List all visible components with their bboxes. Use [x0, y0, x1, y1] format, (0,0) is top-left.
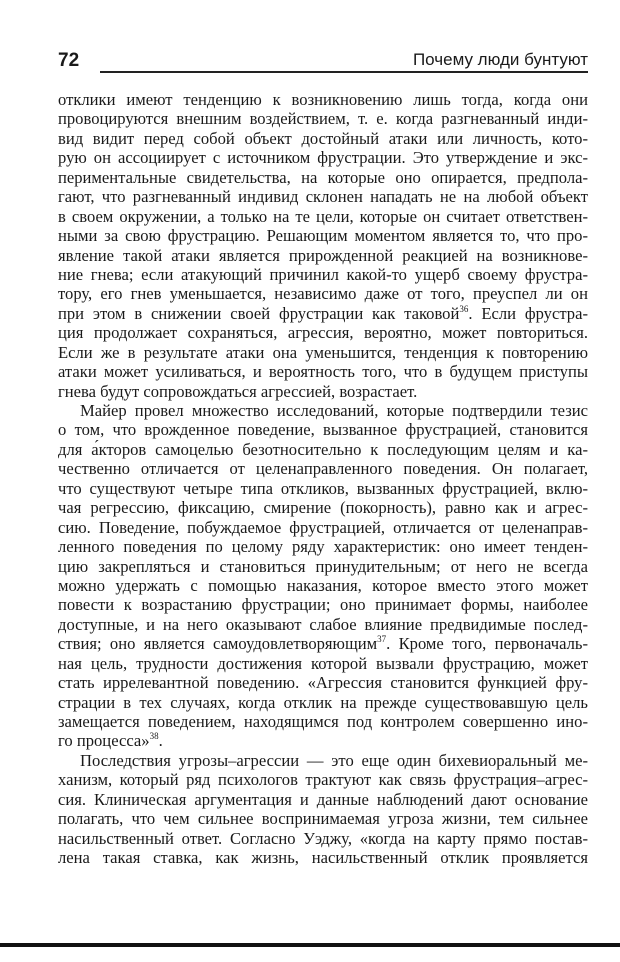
text-line — [58, 712, 588, 731]
text-line — [58, 770, 588, 789]
line-text: повести к возрастанию фрустрации; оно принимает формы, наиболее — [58, 595, 588, 615]
line-text: гают, что разгневанный индивид склонен нападать не на любой объект — [58, 187, 588, 207]
line-text: Майер провел множество исследований, которые подтвердили тезис — [80, 401, 588, 420]
text-line — [58, 829, 588, 848]
text-line — [58, 168, 588, 187]
header-rule — [100, 71, 588, 73]
line-text: в своем окружении, а только на те цели, которые он считает ответствен- — [58, 206, 588, 226]
text-line — [58, 615, 588, 634]
line-text: полагать, что чем сильнее воспринимаемая угроза жизни, тем сильнее — [58, 809, 588, 829]
line-text: явление такой атаки является прирожденной реакцией на возникнове- — [58, 245, 588, 265]
line-text: чественно отличается от целенаправленного поведения. Он полагает, — [58, 459, 588, 479]
text-line — [58, 498, 588, 517]
line-text: страции в тех случаях, когда отклик на прежде существовавшую цель — [58, 692, 588, 712]
line-text: цию закрепляться и становиться принудительным; от него не всегда — [58, 556, 588, 576]
text-line — [58, 343, 588, 362]
line-text: можно удержать с помощью наказания, которое вместо этого может — [58, 575, 588, 595]
text-line — [58, 848, 588, 867]
line-text: ленного поведения по целому ряду характеристик: оно имеет тенден- — [58, 537, 588, 557]
text-line — [58, 576, 588, 595]
line-text: чая регрессию, фиксацию, смирение (покорность), равно как и агрес- — [58, 498, 588, 518]
line-text: ными за свою фрустрацию. Решающим моментом является то, что про- — [58, 226, 588, 246]
line-text: лена такая ставка, как жизнь, насильственный отклик проявляется — [58, 848, 588, 868]
running-title: Почему люди бунтуют — [412, 50, 588, 69]
line-text: ная цель, трудности достижения которой вызвали фрустрацию, может — [58, 653, 588, 673]
footnote-ref: 37 — [377, 634, 387, 645]
line-text: отклики имеют тенденцию к возникновению лишь тогда, когда они — [58, 90, 588, 109]
text-line — [58, 420, 588, 439]
text-line — [58, 595, 588, 614]
text-line — [58, 265, 588, 284]
text-line — [58, 207, 588, 226]
text-line — [58, 304, 588, 323]
line-text: провоцируются внешним воздействием, т. е. когда разгневанный инди- — [58, 109, 588, 129]
text-line — [58, 246, 588, 265]
text-line — [58, 537, 588, 556]
line-text: Если же в результате атаки она уменьшится, тенденция к повторению — [58, 342, 588, 362]
text-line — [58, 401, 588, 420]
text-line — [58, 382, 588, 401]
line-text: стать иррелевантной поведению. «Агрессия становится функцией фру- — [58, 673, 588, 693]
line-text: Последствия угрозы–агрессии — это еще один бихевиоральный ме- — [80, 750, 588, 770]
line-text: . — [158, 731, 163, 751]
text-line — [58, 109, 588, 128]
text-line — [58, 518, 588, 537]
line-text: го процесса» — [58, 731, 150, 751]
text-line — [58, 187, 588, 206]
text-line — [58, 284, 588, 303]
text-line — [58, 557, 588, 576]
line-text: ция продолжает сохраняться, агрессия, вероятно, может повториться. — [58, 323, 588, 343]
body-text — [58, 90, 588, 868]
line-text: ханизм, который ряд психологов трактуют как связь фрустрация–агрес- — [58, 770, 588, 790]
text-line — [58, 654, 588, 673]
line-text: . Если фрустра- — [468, 303, 588, 323]
line-text: что существуют четыре типа откликов, вызванных фрустрацией, вклю- — [58, 478, 588, 498]
text-line — [58, 479, 588, 498]
line-text: для а́кторов самоцелью безотносительно к последующим целям и ка- — [58, 439, 588, 459]
text-line — [58, 634, 588, 653]
text-line — [58, 731, 588, 750]
text-line — [58, 323, 588, 342]
line-text: тору, его гнев уменьшается, независимо даже от того, преуспел ли он — [58, 284, 588, 304]
footnote-ref: 38 — [149, 731, 159, 742]
line-text: вид видит перед собой объект достойный атаки или личность, кото- — [58, 128, 588, 148]
text-line — [58, 440, 588, 459]
line-text: гнева будут сопровождаться агрессией, возрастает. — [58, 381, 418, 401]
text-line — [58, 809, 588, 828]
line-text: доступные, и на него оказывают слабое влияние предвидимые послед- — [58, 614, 588, 634]
text-line — [58, 148, 588, 167]
line-text: ние гнева; если атакующий причинил какой-то ущерб своему фрустра- — [58, 264, 588, 284]
page-number: 72 — [58, 50, 80, 71]
bottom-rule — [0, 943, 620, 947]
line-text: атаки может усиливаться, и вероятность того, что в будущем приступы — [58, 362, 588, 382]
line-text: о том, что врожденное поведение, вызванное фрустрацией, становится — [58, 420, 588, 440]
text-line — [58, 751, 588, 770]
line-text: при этом в снижении своей фрустрации как таковой — [58, 303, 460, 323]
text-line — [58, 226, 588, 245]
text-line — [58, 693, 588, 712]
line-text: периментальные свидетельства, на которые оно опирается, предпола- — [58, 167, 588, 187]
line-text: ствия; оно является самоудовлетворяющим — [58, 634, 378, 654]
text-line — [58, 673, 588, 692]
text-line — [58, 362, 588, 381]
text-line — [58, 129, 588, 148]
line-text: насильственный ответ. Согласно Уэджу, «когда на карту прямо постав- — [58, 828, 588, 848]
line-text: замещается поведением, находящимся под контролем совершенно ино- — [58, 712, 588, 731]
line-text: сия. Клиническая аргументация и данные наблюдений дают основание — [58, 789, 588, 809]
text-line — [58, 90, 588, 109]
text-line — [58, 459, 588, 478]
text-line — [58, 790, 588, 809]
line-text: рую он ассоциирует с источником фрустрации. Это утверждение и экс- — [58, 148, 588, 168]
line-text: . Кроме того, первоначаль- — [386, 634, 588, 654]
footnote-ref: 36 — [459, 303, 469, 314]
line-text: сию. Поведение, побуждаемое фрустрацией, отличается от целенаправ- — [58, 517, 588, 537]
